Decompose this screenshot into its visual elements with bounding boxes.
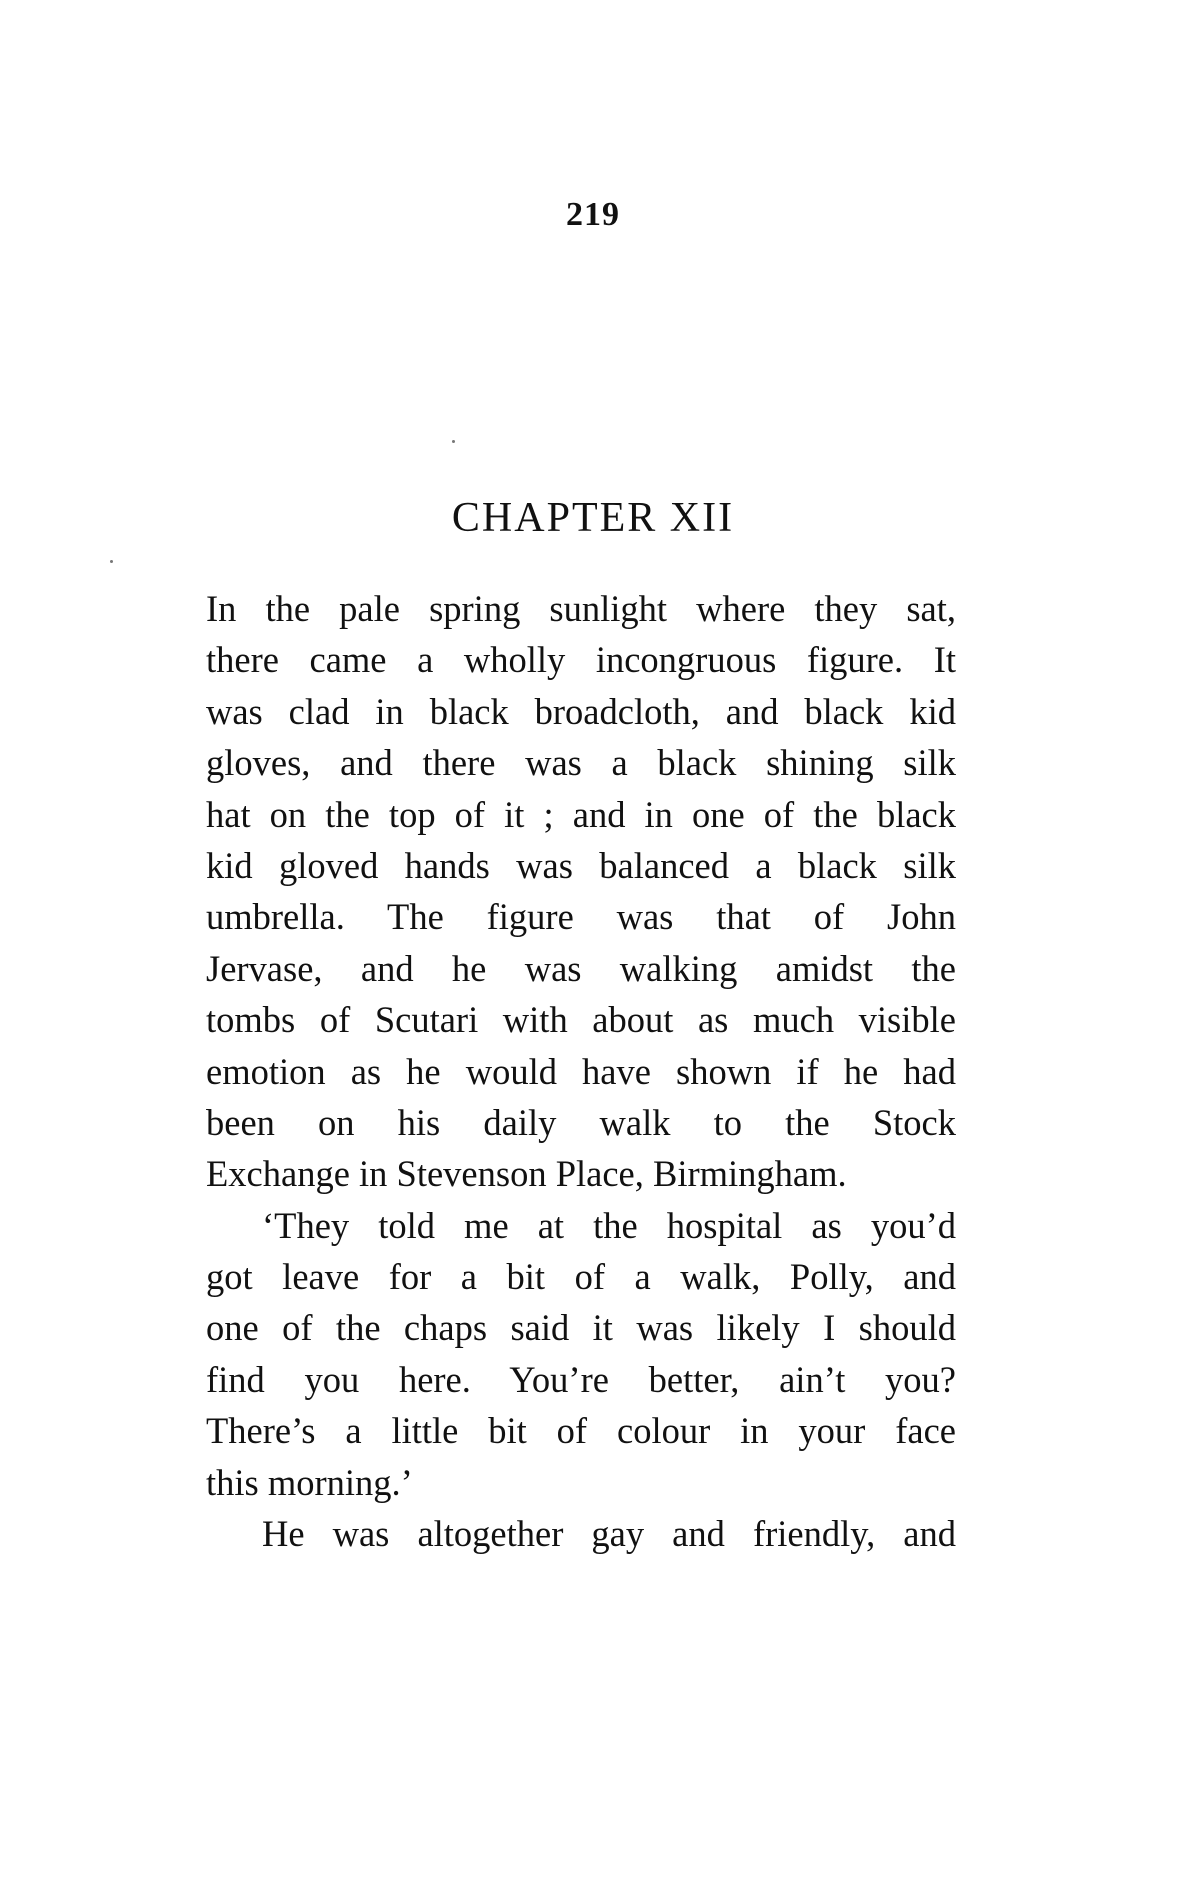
text-line: There’s a little bit of colour in your face (206, 1410, 956, 1452)
text-line: been on his daily walk to the Stock (206, 1101, 956, 1143)
page-number: 219 (566, 196, 620, 233)
text-line: one of the chaps said it was likely I should (206, 1307, 956, 1349)
text-line: emotion as he would have shown if he had (206, 1050, 956, 1092)
text-line: kid gloved hands was balanced a black silk (206, 844, 956, 886)
text-line: gloves, and there was a black shining silk (206, 742, 956, 784)
chapter-title: CHAPTER XII (451, 495, 735, 541)
text-line: ‘They told me at the hospital as you’d (262, 1204, 956, 1246)
print-speck (452, 440, 455, 443)
text-line: umbrella. The figure was that of John (206, 896, 956, 938)
text-line: hat on the top of it ; and in one of the black (206, 793, 956, 835)
text-line: got leave for a bit of a walk, Polly, and (206, 1256, 956, 1298)
text-line: tombs of Scutari with about as much visible (206, 999, 956, 1041)
text-line: In the pale spring sunlight where they sat, (206, 588, 956, 629)
text-line: Jervase, and he was walking amidst the (206, 947, 956, 989)
print-speck (110, 560, 113, 563)
text-line: this morning.’ (206, 1461, 413, 1503)
text-line: was clad in black broadcloth, and black kid (206, 690, 956, 732)
text-line: find you here. You’re better, ain’t you? (206, 1358, 956, 1400)
text-line: He was altogether gay and friendly, and (262, 1513, 956, 1555)
body-text (206, 583, 956, 1559)
text-line: Exchange in Stevenson Place, Birmingham. (206, 1153, 847, 1195)
text-line: there came a wholly incongruous figure. It (206, 639, 956, 681)
